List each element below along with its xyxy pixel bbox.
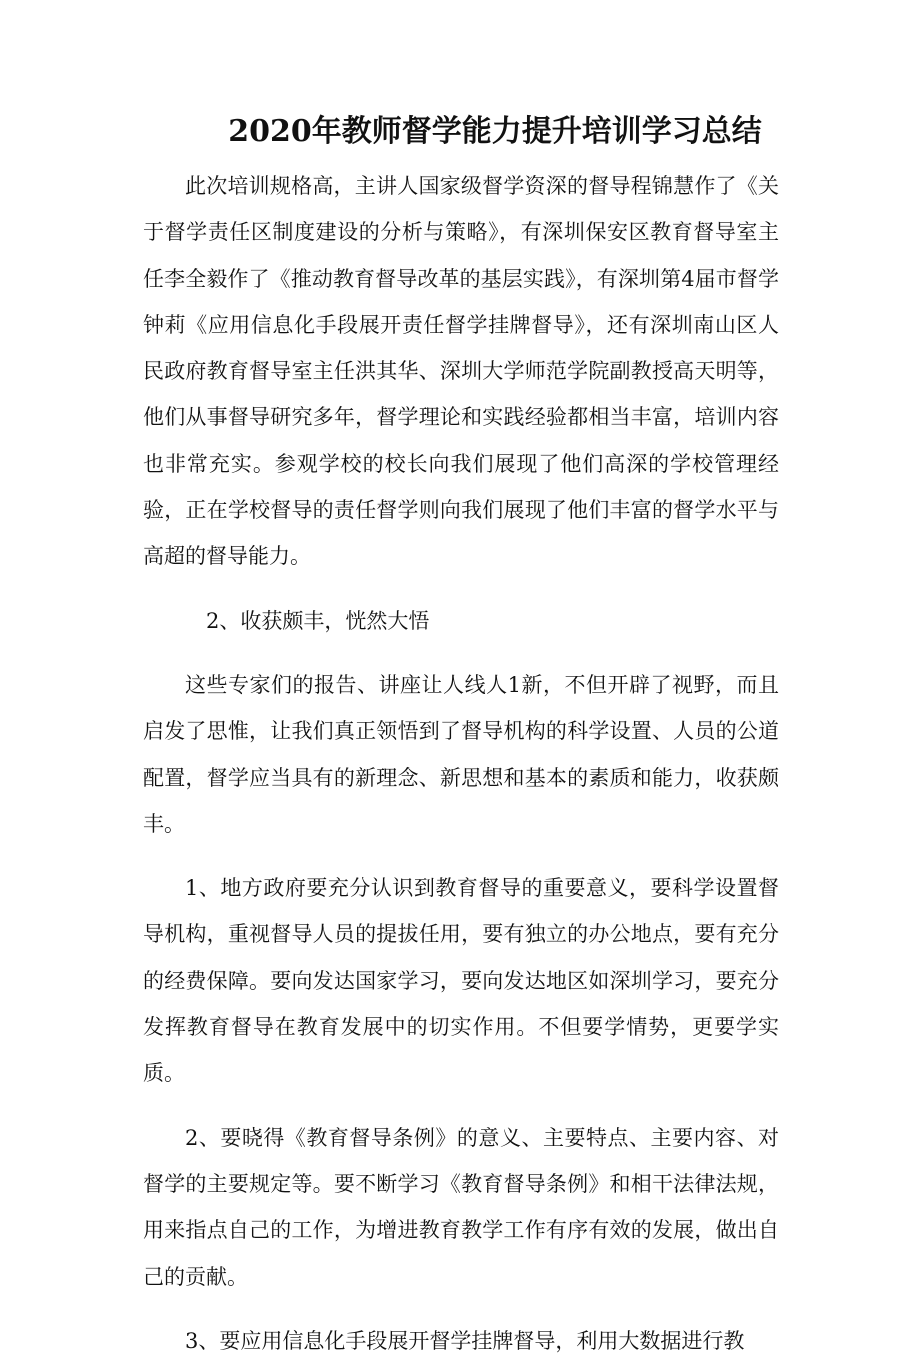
paragraph-point-3: 3、要应用信息化手段展开督学挂牌督导，利用大数据进行教 <box>185 1328 745 1353</box>
paragraph-training-overview: 此次培训规格高，主讲人国家级督学资深的督导程锦慧作了《关于督学责任区制度建设的分析与策略》，有深圳保安区教育督导室主任李全毅作了《推动教育督导改革的基层实践》，有深圳第4届市督学钟莉《应用信息化手段展开责任督学挂牌督导》，还有深圳南山区人民政府教育督导室主任洪其华、深圳大学师范学院副教授高天明等，他们从事督导研究多年，督学理论和实践经验都相当丰富，培训内容也非常充实。参观学校的校长向我们展现了他们高深的学校管理经验，正在学校督导的责任督学则向我们展现了他们丰富的督学水平与高超的督导能力。 <box>143 174 779 569</box>
paragraph-point-2: 2、要晓得《教育督导条例》的意义、主要特点、主要内容、对督学的主要规定等。要不断学习《教育督导条例》和相干法律法规，用来指点自己的工作，为增进教育教学工作有序有效的发展，做出自己的贡献。 <box>143 1125 779 1289</box>
paragraph-spacer <box>143 580 779 598</box>
section-heading-harvest: 2、收获颇丰，恍然大悟 <box>206 608 430 633</box>
paragraph-spacer <box>143 1300 779 1318</box>
paragraph-point-1: 1、地方政府要充分认识到教育督导的重要意义，要科学设置督导机构，重视督导人员的提拔任用，要有独立的办公地点，要有充分的经费保障。要向发达国家学习，要向发达地区如深圳学习，要充分发挥教育督导在教育发展中的切实作用。不但要学情势，更要学实质。 <box>143 876 779 1086</box>
paragraph-spacer <box>143 847 779 865</box>
paragraph-spacer <box>143 644 779 662</box>
document-title: 2020年教师督学能力提升培训学习总结 <box>228 114 762 149</box>
paragraph-expert-reports: 这些专家们的报告、讲座让人线人1新，不但开辟了视野，而且启发了思惟，让我们真正领悟到了督导机构的科学设置、人员的公道配置，督学应当具有的新理念、新思想和基本的素质和能力，收获颇丰。 <box>143 672 779 836</box>
paragraph-spacer <box>143 1097 779 1115</box>
document-body <box>143 163 779 1364</box>
